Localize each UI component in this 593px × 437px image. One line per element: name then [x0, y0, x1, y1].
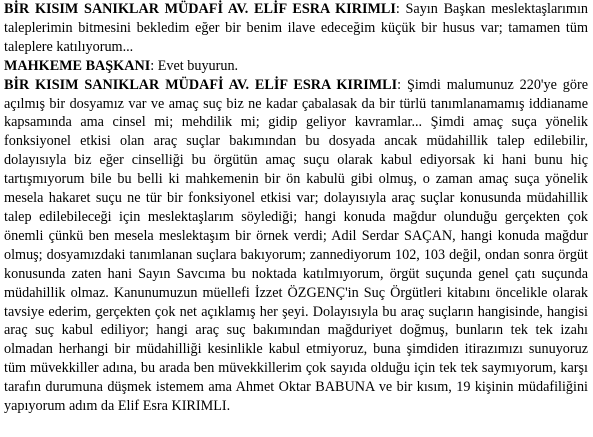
speech-text: : Sayın Başkan meslektaşlarımın taleplerimin bitmesini bekledim eğer bir benim ilave edeceğim küçük bir husus var; tamamen tüm taleplere katılıyorum... — [4, 1, 588, 55]
speaker-name: MAHKEME BAŞKANI — [4, 57, 151, 74]
speech-text: : Şimdi malumunuz 220'ye göre açılmış bir dosyamız var ve amaç suç biz ne kadar çabalasak da bir türlü tanımlanamamış iddianame kapsamında ama cinsel mi; mehdilik mi; gidip geliyor kavramlar... Şimdi amaç suça yönelik fonksiyonel etkisi olan araç suçlar bakımından bu dosyada ancak müdahillik talep edilebilir, dolayısıyla biz eğer cinselliği bu örgütün amaç suçu olarak kabul ediyorsak ki hani bunu hiç tartışmıyorum bile bu belli ki mahkemenin bir ön kabulü gibi olmuş, o zaman amaç suça yönelik mesela hakaret suçu ne tür bir fonksiyonel etkisi var; dolayısıyla araç suçlar konusunda müdahillik talep edilebileceği için meslektaşlarım söylediği; hangi konuda mağdur olunduğu gerçekten çok önemli çünkü ben mesela meslektaşım bir örnek verdi; Adil Serdar SAÇAN, hangi konuda mağdur olmuş; dosyamızdaki tanımlanan suçlara bakıyorum; zannediyorum 102, 103 değil, ondan sonra örgüt konusunda zaten hani Sayın Savcıma bu noktada katılmıyorum, örgüt suçunda genel çatı suçunda müdahillik olmaz. Kanunumuzun müellefi İzzet ÖZGENÇ'in Suç Örgütleri kitabını öncelikle olarak tavsiye ederim, gerçekten çok net açıklamış her şeyi. Dolayısıyla bu araç suçların hangisinde, hangisi araç suç kabul ediliyor; hangi araç suç bakımından mağduriyet doğmuş, bunların tek tek izahı olmadan herhangi bir müdahilliği kesinlikle kabul etmiyoruz, buna şimdiden itirazımızı sunuyoruz tüm müvekkiller adına, bu arada ben müvekkillerim çok sayıda olduğu için tek tek saymıyorum, karşı tarafın durumuna düşmek istemem ama Ahmet Oktar BABUNA ve bir kısım, 19 kişinin müdafiliğini yapıyorum adım da Elif Esra KIRIMLI. — [4, 76, 588, 415]
speaker-name: BİR KISIM SANIKLAR MÜDAFİ AV. ELİF ESRA KIRIMLI — [4, 76, 398, 93]
speech-paragraph-1 — [4, 0, 588, 57]
speaker-name: BİR KISIM SANIKLAR MÜDAFİ AV. ELİF ESRA KIRIMLI — [4, 1, 396, 17]
speech-text: : Evet buyurun. — [150, 57, 239, 74]
speech-paragraph-2 — [4, 57, 588, 76]
speech-paragraph-3 — [4, 76, 588, 416]
